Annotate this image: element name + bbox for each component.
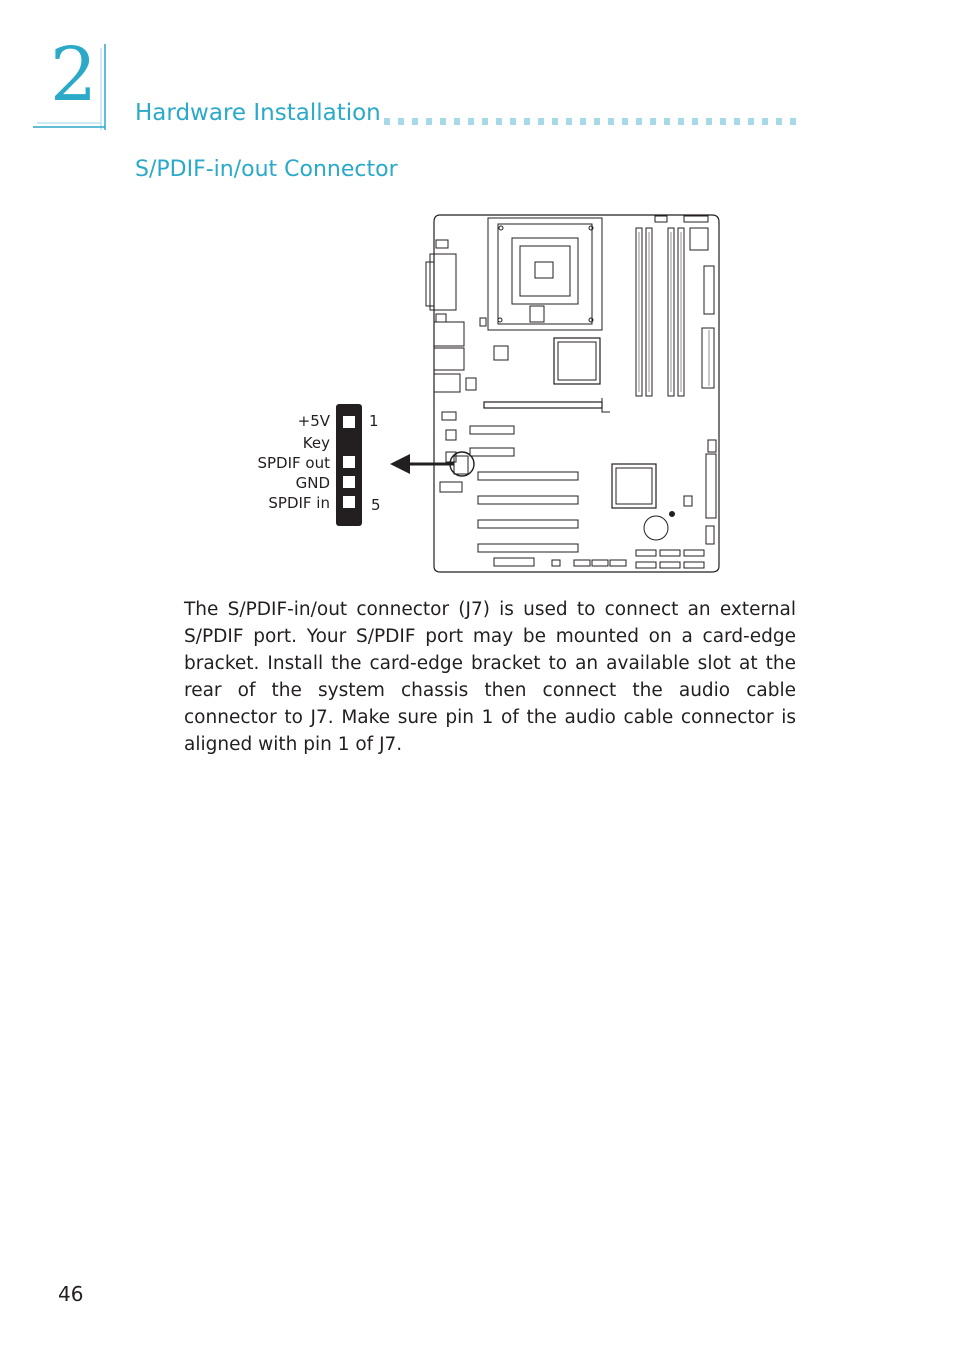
leader-dot xyxy=(524,118,530,125)
motherboard-diagram xyxy=(250,210,730,578)
leader-dot xyxy=(734,118,740,125)
leader-dot xyxy=(636,118,642,125)
leader-dot xyxy=(678,118,684,125)
pin-label: SPDIF in xyxy=(268,494,330,512)
leader-dot xyxy=(650,118,656,125)
section-header-title: Hardware Installation xyxy=(135,100,381,126)
leader-dot xyxy=(482,118,488,125)
pin-label: SPDIF out xyxy=(257,454,330,472)
header-dot-leader xyxy=(384,117,796,127)
leader-dot xyxy=(692,118,698,125)
pointer-arrow xyxy=(390,454,454,474)
leader-dot xyxy=(510,118,516,125)
leader-dot xyxy=(412,118,418,125)
leader-dot xyxy=(440,118,446,125)
leader-dot xyxy=(552,118,558,125)
page-title: S/PDIF-in/out Connector xyxy=(135,157,398,182)
pin-label: GND xyxy=(295,474,330,492)
leader-dot xyxy=(790,118,796,125)
leader-dot xyxy=(426,118,432,125)
connector-pin-header xyxy=(336,404,362,526)
leader-dot xyxy=(748,118,754,125)
page-number: 46 xyxy=(58,1282,84,1306)
leader-dot xyxy=(538,118,544,125)
motherboard-outline xyxy=(426,215,719,572)
leader-dot xyxy=(622,118,628,125)
leader-dot xyxy=(608,118,614,125)
pin-five-number: 5 xyxy=(371,496,381,514)
leader-dot xyxy=(496,118,502,125)
chapter-number: 2 xyxy=(50,32,98,118)
pin-label: +5V xyxy=(297,412,330,430)
leader-dot xyxy=(468,118,474,125)
leader-dot xyxy=(398,118,404,125)
body-paragraph: The S/PDIF-in/out connector (J7) is used to connect an external S/PDIF port. Your S/PDIF port may be mounted on a card-edge bracket. Install the card-edge bracket to an available slot at the rear of the system chassis then connect the audio cable connector to J7. Make sure pin 1 of the audio cable connector is aligned with pin 1 of J7. xyxy=(184,599,796,755)
leader-dot xyxy=(720,118,726,125)
leader-dot xyxy=(454,118,460,125)
leader-dot xyxy=(594,118,600,125)
leader-dot xyxy=(664,118,670,125)
pin-one-number: 1 xyxy=(369,412,379,430)
leader-dot xyxy=(566,118,572,125)
leader-dot xyxy=(762,118,768,125)
pin-label: Key xyxy=(302,434,330,452)
leader-dot xyxy=(776,118,782,125)
leader-dot xyxy=(580,118,586,125)
leader-dot xyxy=(706,118,712,125)
leader-dot xyxy=(384,118,390,125)
